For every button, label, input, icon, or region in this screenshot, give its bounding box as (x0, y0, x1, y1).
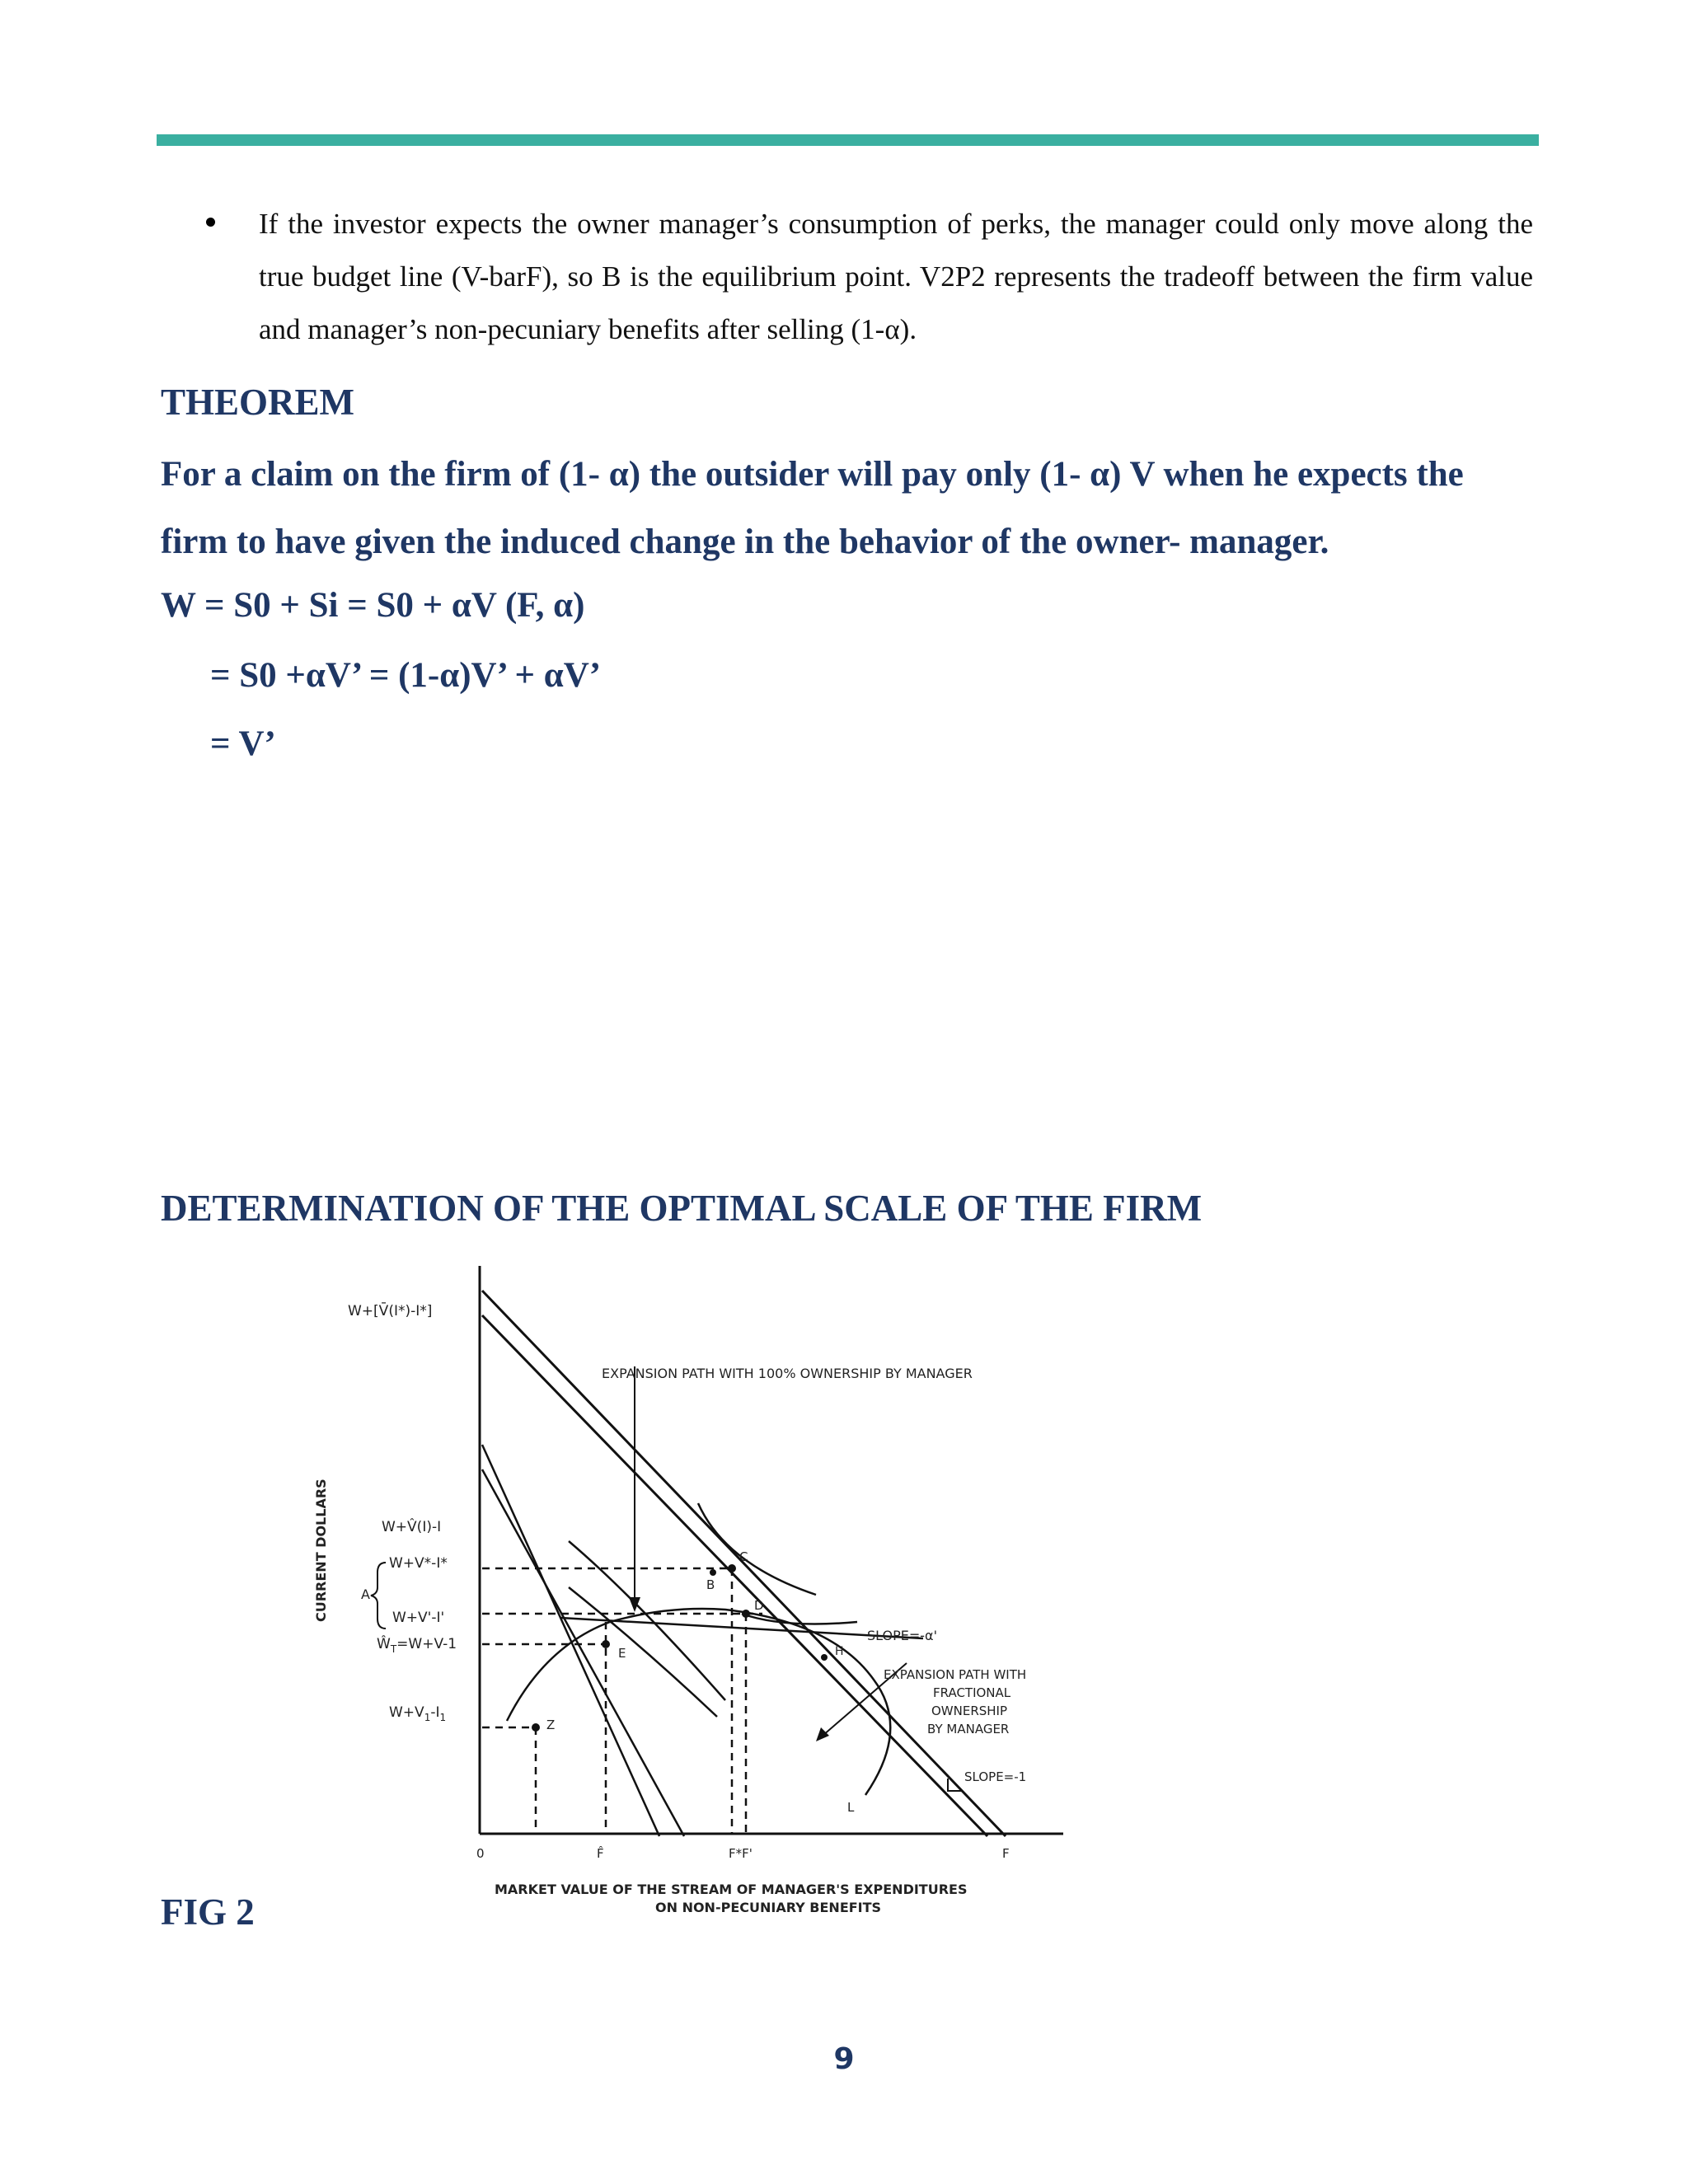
point-b-dot (710, 1569, 716, 1576)
point-z-label: Z (546, 1718, 556, 1732)
budget-line-lower (482, 1469, 684, 1836)
theorem-body: For a claim on the firm of (1- α) the outsider will pay only (1- α) V when he expects the firm to have given the induced change in the behavior of the owner- manager. (161, 455, 1464, 561)
equation-line-1: W = S0 + Si = S0 + αV (F, α) (161, 586, 585, 625)
y-label-v1: $W+V_1-I_1$ (389, 1704, 447, 1723)
section-title: DETERMINATION OF THE OPTIMAL SCALE OF THE FIRM (161, 1188, 1203, 1229)
x-label-origin: 0 (476, 1846, 485, 1861)
point-h-dot (821, 1654, 828, 1661)
annotation-fractional-4: BY MANAGER (927, 1722, 1010, 1736)
expansion-path-curve (507, 1609, 890, 1795)
indifference-curve-c (698, 1503, 816, 1595)
indifference-curve-z (569, 1587, 717, 1717)
annotation-fractional-3: OWNERSHIP (931, 1704, 1008, 1718)
x-label-f: F (1002, 1846, 1010, 1861)
y-label-top: W+[V̄(I*)-I*] (348, 1303, 433, 1319)
y-label-vprime: W+V'-I' (392, 1610, 445, 1626)
optimal-scale-figure (297, 1259, 1071, 1919)
equation-line-3: = V’ (210, 724, 276, 763)
point-h-label: H (835, 1645, 844, 1658)
point-d-label: D (754, 1598, 764, 1613)
brace-label: A (361, 1586, 370, 1602)
indifference-curve-low (569, 1541, 725, 1700)
point-d-dot (742, 1610, 750, 1618)
x-label-fhat: F̂ (597, 1846, 604, 1861)
brace-shape (371, 1563, 386, 1629)
point-c-dot (728, 1564, 736, 1572)
annotation-fractional-1: EXPANSION PATH WITH (884, 1667, 1027, 1682)
point-z-dot (532, 1723, 540, 1732)
x-axis-title-line2: ON NON-PECUNIARY BENEFITS (655, 1900, 882, 1915)
x-label-fstar: F*F' (729, 1846, 753, 1861)
annotation-expansion-full: EXPANSION PATH WITH 100% OWNERSHIP BY MANAGER (602, 1366, 973, 1381)
annotation-slope-alpha: SLOPE=-α' (867, 1628, 937, 1643)
page-number: 9 (833, 2042, 855, 2076)
annotation-fractional-2: FRACTIONAL (933, 1685, 1011, 1700)
expansion-arrow-head (629, 1597, 640, 1612)
x-axis-title-line1: MARKET VALUE OF THE STREAM OF MANAGER'S EXPENDITURES (495, 1882, 968, 1897)
point-e-label: E (618, 1646, 626, 1661)
point-l-label: L (847, 1800, 855, 1815)
annotation-slope-one: SLOPE=-1 (964, 1769, 1027, 1784)
y-axis-title: CURRENT DOLLARS (313, 1479, 329, 1622)
point-b-label: B (706, 1577, 715, 1592)
y-label-vstar: W+V*-I* (389, 1555, 448, 1572)
theorem-title: THEOREM (161, 382, 355, 423)
fractional-arrow-head (816, 1727, 829, 1741)
bullet-text: If the investor expects the owner manager’s consumption of perks, the manager could only move along the true budget line (V-barF), so B is the equilibrium point. V2P2 represents the tradeoff between the firm value and manager’s non-pecuniary benefits after selling (1-α). (259, 208, 1533, 345)
point-e-dot (602, 1640, 610, 1648)
bullet-dot (206, 218, 215, 227)
budget-line-second (482, 1315, 987, 1836)
equation-line-2: = S0 +αV’ = (1-α)V’ + αV’ (210, 656, 602, 695)
figure-caption: FIG 2 (161, 1891, 255, 1933)
point-c-label: C (739, 1549, 748, 1564)
header-rule (157, 134, 1539, 146)
y-label-wt: $Ŵ_T=W+V-1$ (377, 1636, 457, 1655)
y-label-vhat: W+V̂(I)-I (382, 1519, 442, 1535)
